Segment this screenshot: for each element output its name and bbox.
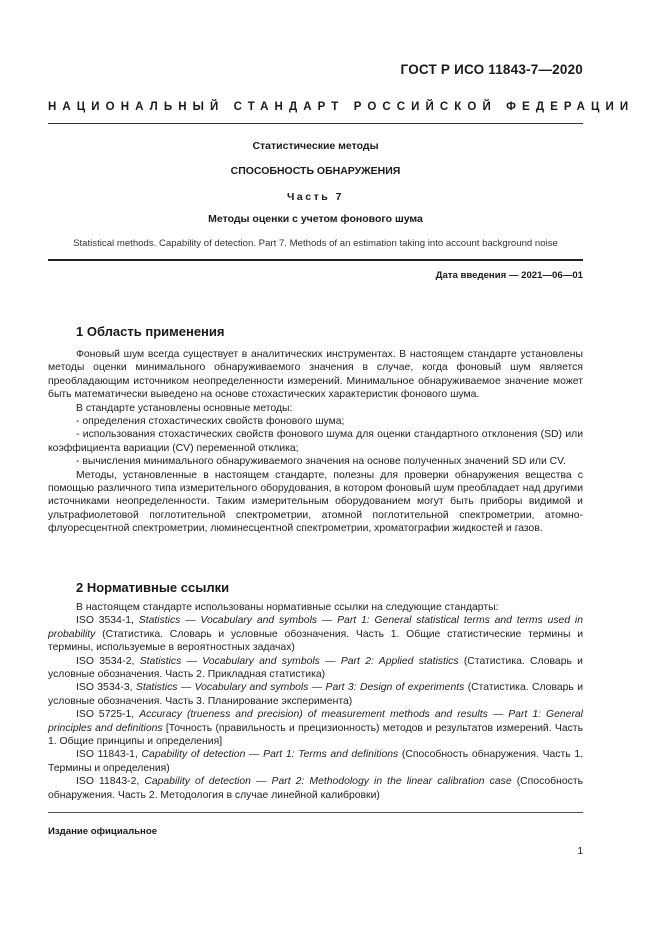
reference-title: Statistics — Vocabulary and symbols — Part 3: Design of experiments <box>135 682 465 694</box>
reference-item <box>48 614 583 654</box>
paragraph: В стандарте установлены основные методы: <box>76 402 293 414</box>
reference-translation: (Способность обнаружения. Часть 1. Термины и определения) <box>48 749 584 774</box>
reference-item <box>48 748 583 775</box>
title-line-1: Статистические методы <box>252 140 379 152</box>
reference-item <box>48 681 583 708</box>
english-title: Statistical methods. Capability of detection. Part 7. Methods of an estimation taking into account background noise <box>73 238 558 249</box>
section-2-heading: 2 Нормативные ссылки <box>76 580 230 595</box>
reference-translation: (Статистика. Словарь и условные обозначения. Часть 1. Общие статистические термины и термины, используемые в вероятностных задачах) <box>48 628 583 654</box>
standard-number: ГОСТ Р ИСО 11843-7—2020 <box>400 62 583 77</box>
reference-title: Capability of detection — Part 2: Methodology in the linear calibration case <box>144 776 512 788</box>
reference-item <box>48 775 583 802</box>
reference-title: Statistics — Vocabulary and symbols — Part 1: General statistical terms and terms used in probability <box>48 615 584 640</box>
title-divider <box>48 259 583 261</box>
reference-code: ISO 3534-1, <box>76 615 139 627</box>
title-line-2: СПОСОБНОСТЬ ОБНАРУЖЕНИЯ <box>230 165 401 177</box>
reference-code: ISO 5725-1, <box>76 709 140 721</box>
reference-code: ISO 11843-1, <box>76 749 142 761</box>
list-item: - определения стохастических свойств фонового шума; <box>76 416 345 428</box>
footer-divider <box>48 812 583 813</box>
official-edition-label: Издание официальное <box>48 826 158 837</box>
section-1-body <box>48 348 583 536</box>
header-divider <box>48 123 583 124</box>
reference-title: Statistics — Vocabulary and symbols — Part 2: Applied statistics <box>139 655 459 667</box>
national-standard-banner: НАЦИОНАЛЬНЫЙ СТАНДАРТ РОССИЙСКОЙ ФЕДЕРАЦИИ <box>48 101 635 113</box>
reference-item <box>48 708 583 748</box>
reference-translation: [Точность (правильность и прецизионность) методов и результатов измерений. Часть 1. Общие принципы и определения] <box>48 722 583 748</box>
paragraph: Методы, установленные в настоящем стандарте, полезны для проверки обнаружения вещества с помощью различного типа измерительного оборудования, в котором фоновый шум преобладает над другими источниками неопределенности. Таким измерительным оборудованием могут быть приборы видимой и ультрафиолетовой поглотительной спектрометрии, атомной поглотительной спектрометрии, атомно-флуоресцентной спектрометрии, люминесцентной спектрометрии, хроматографии жидкостей и газов. <box>48 469 583 535</box>
reference-translation: (Способность обнаружения. Часть 2. Методология в случае линейной калибровки) <box>48 776 584 801</box>
section-2-body <box>48 601 583 802</box>
reference-code: ISO 3534-2, <box>76 655 140 667</box>
title-line-4: Методы оценки с учетом фонового шума <box>208 213 423 225</box>
paragraph: Фоновый шум всегда существует в аналитических инструментах. В настоящем стандарте установлены методы оценки минимального обнаруживаемого значения в случае, когда фоновый шум является преобладающим источником неопределенности измерений. Минимальное обнаруживаемое значение может быть математически выведено на основе стохастических характеристик фонового шума. <box>48 349 583 401</box>
reference-title: Capability of detection — Part 1: Terms and definitions <box>141 749 399 761</box>
reference-code: ISO 3534-3, <box>76 682 136 694</box>
reference-translation: (Статистика. Словарь и условные обозначения. Часть 3. Планирование эксперимента) <box>48 682 583 707</box>
reference-translation: (Статистика. Словарь и условные обозначения. Часть 2. Прикладная статистика) <box>48 655 583 681</box>
paragraph: В настоящем стандарте использованы нормативные ссылки на следующие стандарты: <box>76 602 499 613</box>
reference-code: ISO 11843-2, <box>76 776 145 788</box>
introduction-date: Дата введения — 2021—06—01 <box>435 270 583 281</box>
list-item: - вычисления минимального обнаруживаемого значения на основе полученных значений SD или CV. <box>76 456 567 468</box>
section-1-heading: 1 Область применения <box>76 324 225 339</box>
page-number: 1 <box>577 846 583 857</box>
reference-item <box>48 655 583 682</box>
title-part: Часть 7 <box>287 191 344 203</box>
reference-title: Accuracy (trueness and precision) of measurement methods and results — Part 1: General principles and definitions <box>48 709 583 734</box>
list-item: - использования стохастических свойств фонового шума для оценки стандартного отклонения (SD) или коэффициента вариации (CV) переменной отклика; <box>48 429 583 454</box>
